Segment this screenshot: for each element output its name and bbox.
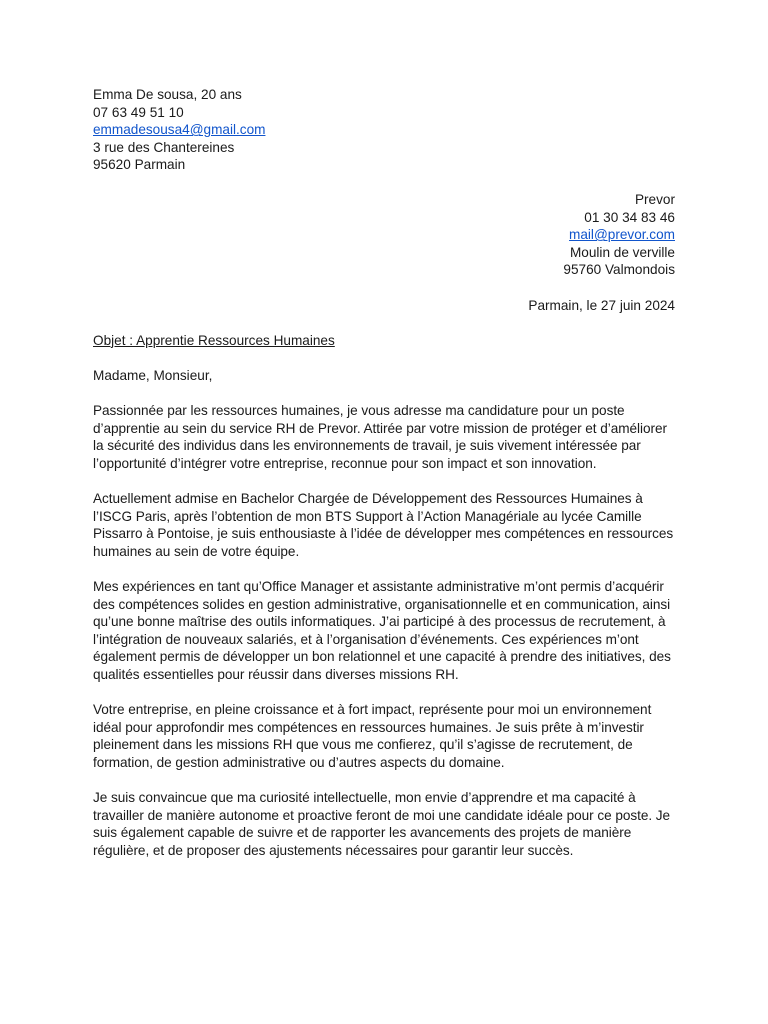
recipient-email-link[interactable]: mail@prevor.com	[569, 227, 675, 243]
paragraph-motivation: Passionnée par les ressources humaines, je vous adresse ma candidature pour un poste d’apprentie au sein du service RH de Prevor. Attirée par votre mission de protéger et d’améliorer la sécurité des individus dans les environnements de travail, je suis vivement intéressée par l’opportunité d’intégrer votre entreprise, reconnue pour son impact et son innovation.	[93, 403, 667, 471]
cover-letter-page	[93, 86, 675, 860]
paragraph-education: Actuellement admise en Bachelor Chargée de Développement des Ressources Humaines à l’ISCG Paris, après l’obtention de mon BTS Support à l’Action Managériale au lycée Camille Pissarro à Pontoise, je suis enthousiaste à l’idée de développer mes compétences en ressources humaines au sein de votre équipe.	[93, 491, 674, 559]
sender-phone: 07 63 49 51 10	[93, 104, 184, 120]
sender-name-age: Emma De sousa, 20 ans	[93, 87, 242, 102]
recipient-phone: 01 30 34 83 46	[584, 209, 675, 225]
paragraph-conclusion: Je suis convaincue que ma curiosité intellectuelle, mon envie d’apprendre et ma capacité à travailler de manière autonome et proactive feront de moi une candidate idéale pour ce poste. Je suis également capable de suivre et de rapporter les avancements des projets de manière régulière, et de proposer des ajustements nécessaires pour garantir leur succès.	[93, 790, 671, 858]
recipient-city: 95760 Valmondois	[563, 262, 675, 278]
sender-city: 95620 Parmain	[93, 157, 186, 173]
salutation: Madame, Monsieur,	[93, 367, 213, 383]
subject-line: Objet : Apprentie Ressources Humaines	[93, 332, 335, 348]
recipient-street: Moulin de verville	[569, 244, 675, 260]
date-line: Parmain, le 27 juin 2024	[528, 297, 675, 313]
sender-street: 3 rue des Chantereines	[93, 139, 235, 155]
recipient-block	[93, 191, 675, 279]
paragraph-experience: Mes expériences en tant qu’Office Manager et assistante administrative m’ont permis d’acquérir des compétences solides en gestion administrative, organisationnelle et en communication, ainsi qu’une bonne maîtrise des outils informatiques. J’ai participé à des processus de recrutement, à l’intégration de nouveaux salariés, et à l’organisation d’événements. Ces expériences m’ont également permis de développer un bon relationnel et une capacité à prendre des initiatives, des qualités essentielles pour réussir dans diverses missions RH.	[93, 579, 671, 682]
sender-email-link[interactable]: emmadesousa4@gmail.com	[93, 122, 266, 138]
recipient-company: Prevor	[634, 191, 675, 207]
sender-block	[93, 86, 675, 174]
paragraph-company-fit: Votre entreprise, en pleine croissance et à fort impact, représente pour moi un environnement idéal pour approfondir mes compétences en ressources humaines. Je suis prête à m’investir pleinement dans les missions RH que vous me confierez, qu’il s’agisse de recrutement, de formation, de gestion administrative ou d’autres aspects du domaine.	[93, 702, 652, 770]
